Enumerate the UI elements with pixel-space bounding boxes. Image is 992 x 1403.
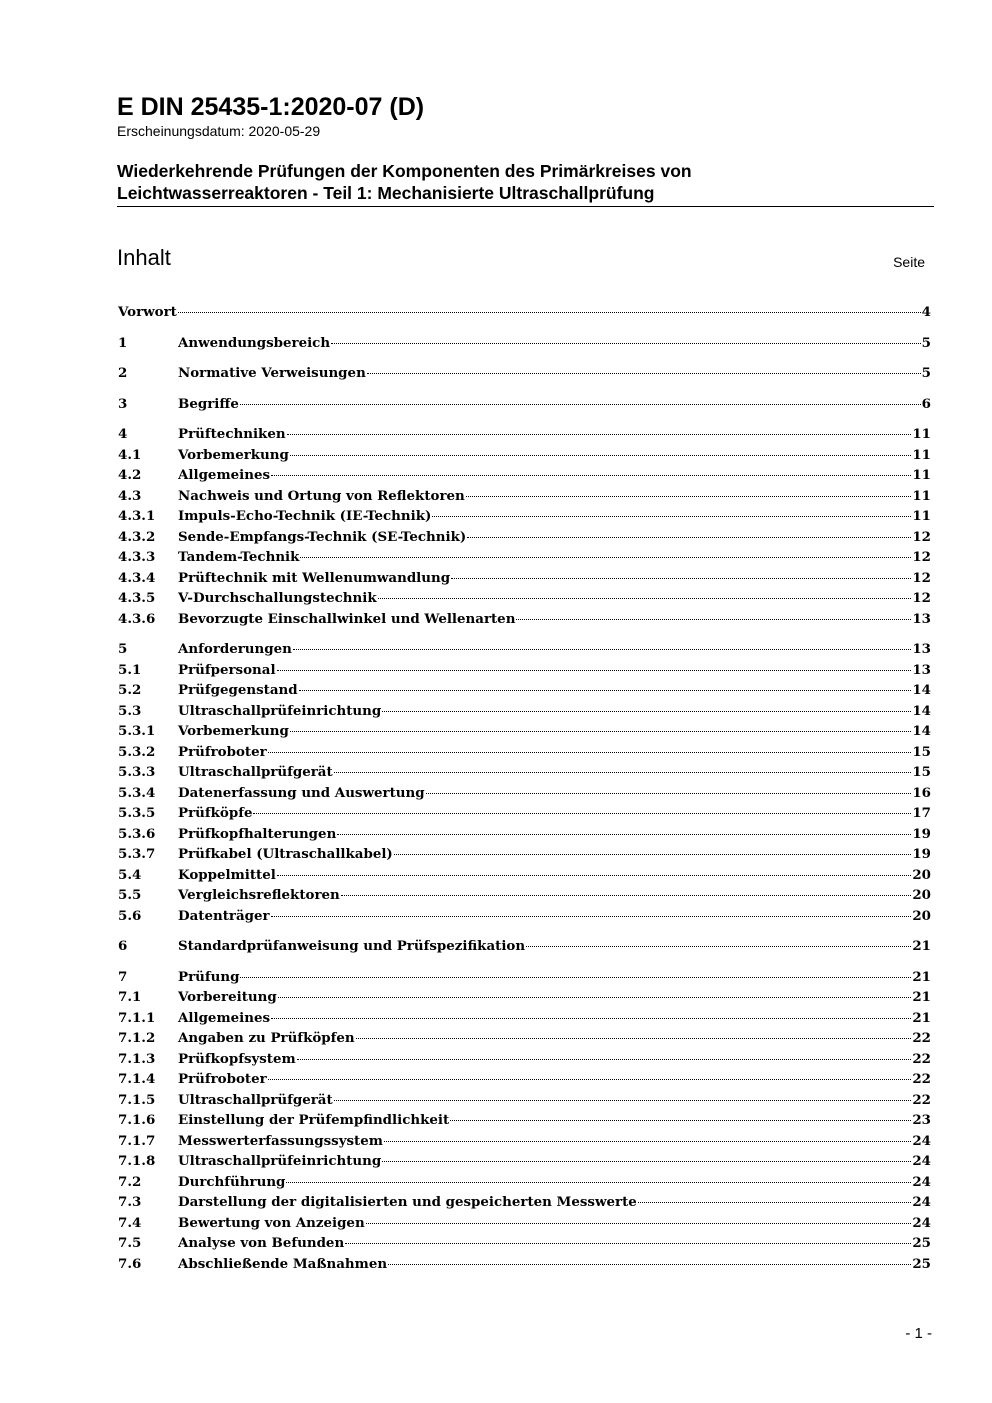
toc-entry-number: 5.5 <box>118 887 142 903</box>
toc-leader-dots <box>451 577 911 579</box>
toc-entry[interactable] <box>118 568 931 589</box>
toc-entry-page: 21 <box>912 938 931 954</box>
document-title-line-2: Leichtwasserreaktoren - Teil 1: Mechanisierte Ultraschallprüfung <box>117 183 655 203</box>
toc-leader-dots <box>290 730 911 732</box>
toc-entry[interactable] <box>118 885 931 906</box>
toc-entry-label: Prüfköpfe <box>178 805 253 821</box>
toc-entry-number: 1 <box>118 334 128 351</box>
toc-entry-page: 22 <box>912 1030 931 1046</box>
toc-entry-page: 15 <box>912 743 931 760</box>
toc-entry[interactable] <box>118 1090 931 1111</box>
toc-entry[interactable] <box>118 588 931 609</box>
toc-leader-dots <box>467 536 911 538</box>
toc-leader-dots <box>290 454 911 456</box>
toc-entry[interactable] <box>118 394 931 415</box>
toc-entry-page: 20 <box>912 866 931 883</box>
toc-leader-dots <box>378 597 912 599</box>
toc-entry-page: 6 <box>921 395 931 412</box>
toc-entry-number: 7.1.8 <box>118 1153 156 1169</box>
toc-entry-page: 24 <box>912 1173 931 1190</box>
toc-entry-label: Anwendungsbereich <box>178 334 331 351</box>
toc-leader-dots <box>382 710 911 712</box>
toc-entry-page: 12 <box>912 549 931 565</box>
toc-entry-number: 4.3.4 <box>118 569 156 586</box>
toc-entry[interactable] <box>118 1151 931 1172</box>
toc-entry-label: V-Durchschallungstechnik <box>178 590 377 606</box>
toc-entry-label: Prüfung <box>178 968 240 985</box>
toc-entry-label: Standardprüfanweisung und Prüfspezifikation <box>178 938 526 954</box>
toc-entry-page: 5 <box>921 334 931 351</box>
toc-entry-label: Vorbemerkung <box>178 446 289 463</box>
toc-entry[interactable] <box>118 1069 931 1090</box>
toc-leader-dots <box>297 1058 912 1060</box>
toc-leader-dots <box>271 474 911 476</box>
toc-entry-label: Nachweis und Ortung von Reflektoren <box>178 487 465 504</box>
toc-entry-number: 4.3 <box>118 487 142 504</box>
toc-leader-dots <box>382 1160 911 1162</box>
toc-entry-number: 5.3.6 <box>118 825 156 842</box>
toc-entry-page: 11 <box>912 446 931 463</box>
toc-entry-number: 7.3 <box>118 1194 142 1210</box>
toc-leader-dots <box>638 1201 912 1203</box>
toc-entry-page: 14 <box>912 682 931 698</box>
toc-entry-number: 7.5 <box>118 1235 142 1251</box>
toc-entry-number: 7.2 <box>118 1173 142 1190</box>
toc-entry[interactable] <box>118 1008 931 1029</box>
toc-entry-page: 20 <box>912 907 931 924</box>
toc-entry-page: 11 <box>912 467 931 483</box>
toc-entry-page: 11 <box>912 426 931 442</box>
toc-entry-label: Bewertung von Anzeigen <box>178 1214 365 1231</box>
toc-entry-page: 21 <box>912 1009 931 1026</box>
toc-entry-label: Prüfroboter <box>178 1071 267 1087</box>
toc-entry-number: 5.3.5 <box>118 805 156 821</box>
toc-entry[interactable] <box>118 1192 931 1213</box>
toc-leader-dots <box>300 556 911 558</box>
toc-leader-dots <box>268 1078 912 1080</box>
toc-entry-page: 19 <box>912 825 931 842</box>
toc-entry[interactable] <box>118 1213 931 1234</box>
toc-entry[interactable] <box>118 783 931 804</box>
toc-entry-number: 4.3.5 <box>118 590 156 606</box>
toc-entry-number: 5.6 <box>118 907 142 924</box>
toc-entry-label: Allgemeines <box>178 467 271 483</box>
toc-leader-dots <box>271 1017 911 1019</box>
toc-entry[interactable] <box>118 936 931 957</box>
toc-leader-dots <box>450 1119 911 1121</box>
toc-entry-label: Normative Verweisungen <box>178 365 366 381</box>
toc-leader-dots <box>253 812 911 814</box>
toc-entry[interactable] <box>118 1049 931 1070</box>
toc-entry[interactable] <box>118 701 931 722</box>
title-divider <box>117 206 934 207</box>
toc-entry[interactable] <box>118 967 931 988</box>
toc-leader-dots <box>388 1263 911 1265</box>
toc-leader-dots <box>240 976 911 978</box>
toc-entry-number: 5.2 <box>118 682 142 698</box>
toc-entry-label: Tandem-Technik <box>178 549 300 565</box>
toc-leader-dots <box>466 495 912 497</box>
toc-entry-page: 22 <box>912 1050 931 1067</box>
toc-entry-label: Vorwort <box>118 304 177 320</box>
toc-entry-number: 7.1.7 <box>118 1132 156 1149</box>
toc-entry-number: 6 <box>118 938 128 954</box>
toc-entry[interactable] <box>118 333 931 354</box>
toc-heading: Inhalt <box>117 245 171 270</box>
toc-entry[interactable] <box>118 1028 931 1049</box>
toc-entry-page: 22 <box>912 1091 931 1108</box>
toc-entry-page: 23 <box>912 1112 931 1128</box>
toc-leader-dots <box>299 689 912 691</box>
toc-entry-number: 5.3 <box>118 702 142 719</box>
toc-entry-label: Angaben zu Prüfköpfen <box>178 1030 355 1046</box>
toc-entry-page: 15 <box>912 764 931 780</box>
toc-entry[interactable] <box>118 486 931 507</box>
toc-entry-number: 4.3.1 <box>118 508 156 524</box>
toc-entry-label: Prüfgegenstand <box>178 682 298 698</box>
toc-entry[interactable] <box>118 639 931 660</box>
toc-entry-number: 7.1.6 <box>118 1112 156 1128</box>
toc-entry-page: 20 <box>912 887 931 903</box>
toc-entry-page: 21 <box>912 989 931 1005</box>
toc-entry-page: 22 <box>912 1071 931 1087</box>
toc-entry-page: 24 <box>912 1214 931 1231</box>
toc-entry[interactable] <box>118 680 931 701</box>
toc-entry-number: 5 <box>118 641 128 657</box>
toc-leader-dots <box>426 792 912 794</box>
toc-entry[interactable] <box>118 1131 931 1152</box>
publication-date: Erscheinungsdatum: 2020-05-29 <box>117 123 321 139</box>
toc-entry-number: 7.1.2 <box>118 1030 156 1046</box>
toc-leader-dots <box>178 311 921 313</box>
toc-page-column-label: Seite <box>893 254 925 270</box>
document-id: E DIN 25435-1:2020-07 (D) <box>117 93 425 121</box>
toc-entry-page: 13 <box>912 661 931 678</box>
toc-entry-label: Einstellung der Prüfempfindlichkeit <box>178 1112 450 1128</box>
toc-entry[interactable] <box>118 1172 931 1193</box>
toc-entry-label: Vergleichsreflektoren <box>178 887 340 903</box>
toc-entry-number: 5.3.4 <box>118 784 156 801</box>
toc-leader-dots <box>278 996 912 998</box>
toc-leader-dots <box>345 1242 911 1244</box>
toc-entry-label: Bevorzugte Einschallwinkel und Wellenarten <box>178 610 516 627</box>
toc-leader-dots <box>526 945 911 947</box>
toc-entry-label: Prüfkopfsystem <box>178 1050 296 1067</box>
toc-entry-page: 12 <box>912 590 931 606</box>
toc-leader-dots <box>331 342 921 344</box>
toc-entry[interactable] <box>118 742 931 763</box>
toc-leader-dots <box>277 669 912 671</box>
toc-entry[interactable] <box>118 465 931 486</box>
toc-entry[interactable] <box>118 660 931 681</box>
toc-entry-label: Prüfkabel (Ultraschallkabel) <box>178 846 393 862</box>
toc-leader-dots <box>286 1181 911 1183</box>
page-number: - 1 - <box>905 1325 932 1342</box>
toc-leader-dots <box>240 403 921 405</box>
toc-leader-dots <box>366 1222 912 1224</box>
toc-entry[interactable] <box>118 987 931 1008</box>
toc-entry-label: Vorbemerkung <box>178 723 289 739</box>
toc-entry-page: 5 <box>921 365 931 381</box>
toc-entry-label: Impuls-Echo-Technik (IE-Technik) <box>178 508 432 524</box>
toc-entry-number: 7.1.4 <box>118 1071 156 1087</box>
toc-entry-label: Anforderungen <box>178 641 292 657</box>
toc-leader-dots <box>287 433 912 435</box>
toc-entry[interactable] <box>118 1110 931 1131</box>
toc-leader-dots <box>384 1140 911 1142</box>
toc-entry-number: 7.4 <box>118 1214 142 1231</box>
toc-leader-dots <box>334 1099 912 1101</box>
toc-entry-page: 24 <box>912 1194 931 1210</box>
document-title <box>117 160 932 204</box>
toc-leader-dots <box>337 833 911 835</box>
toc-entry-label: Ultraschallprüfgerät <box>178 764 333 780</box>
toc-entry[interactable] <box>118 824 931 845</box>
toc-entry-label: Begriffe <box>178 395 239 412</box>
toc-entry-page: 25 <box>912 1235 931 1251</box>
toc-entry-number: 5.4 <box>118 866 142 883</box>
toc-entry-label: Prüfkopfhalterungen <box>178 825 337 842</box>
toc-entry[interactable] <box>118 609 931 630</box>
toc-entry-page: 12 <box>912 528 931 545</box>
toc-entry-label: Darstellung der digitalisierten und gespeicherten Messwerte <box>178 1194 637 1210</box>
toc-entry-page: 11 <box>912 508 931 524</box>
toc-entry-label: Koppelmittel <box>178 866 276 883</box>
toc-entry-number: 7.1.5 <box>118 1091 156 1108</box>
toc-leader-dots <box>367 372 921 374</box>
toc-entry-label: Datenträger <box>178 907 270 924</box>
toc-entry[interactable] <box>118 803 931 824</box>
toc-entry-number: 2 <box>118 365 128 381</box>
toc-entry-page: 25 <box>912 1255 931 1272</box>
toc-entry-number: 4.3.6 <box>118 610 156 627</box>
toc-entry-number: 5.3.2 <box>118 743 156 760</box>
toc-leader-dots <box>432 515 911 517</box>
toc-entry-label: Prüftechnik mit Wellenumwandlung <box>178 569 451 586</box>
toc-leader-dots <box>356 1037 912 1039</box>
toc-entry-page: 21 <box>912 968 931 985</box>
toc-entry-label: Messwerterfassungssystem <box>178 1132 383 1149</box>
toc-entry-label: Prüftechniken <box>178 426 286 442</box>
toc-entry-page: 4 <box>921 304 931 320</box>
table-of-contents <box>118 302 931 1274</box>
toc-entry-number: 4.3.3 <box>118 549 156 565</box>
toc-entry-label: Vorbereitung <box>178 989 277 1005</box>
toc-entry[interactable] <box>118 302 931 323</box>
toc-entry-number: 7.6 <box>118 1255 142 1272</box>
toc-entry-label: Abschließende Maßnahmen <box>178 1255 388 1272</box>
toc-leader-dots <box>277 874 912 876</box>
toc-entry-label: Ultraschallprüfeinrichtung <box>178 1153 382 1169</box>
toc-entry-page: 12 <box>912 569 931 586</box>
toc-entry[interactable] <box>118 762 931 783</box>
document-title-line-1: Wiederkehrende Prüfungen der Komponenten des Primärkreises von <box>117 161 692 181</box>
toc-entry[interactable] <box>118 1233 931 1254</box>
toc-entry-number: 7.1.1 <box>118 1009 156 1026</box>
toc-leader-dots <box>293 648 911 650</box>
toc-entry[interactable] <box>118 1254 931 1275</box>
toc-leader-dots <box>516 618 911 620</box>
toc-entry-number: 5.3.3 <box>118 764 156 780</box>
toc-entry-number: 5.3.7 <box>118 846 156 862</box>
toc-entry-page: 11 <box>912 487 931 504</box>
toc-entry-label: Durchführung <box>178 1173 286 1190</box>
toc-entry[interactable] <box>118 865 931 886</box>
toc-leader-dots <box>268 751 912 753</box>
toc-entry-label: Prüfpersonal <box>178 661 276 678</box>
toc-entry-number: 4.2 <box>118 467 142 483</box>
toc-entry-page: 13 <box>912 610 931 627</box>
toc-entry-number: 7 <box>118 968 128 985</box>
toc-entry-number: 5.3.1 <box>118 723 156 739</box>
toc-entry-label: Analyse von Befunden <box>178 1235 345 1251</box>
toc-entry[interactable] <box>118 844 931 865</box>
toc-entry[interactable] <box>118 424 931 445</box>
toc-leader-dots <box>394 853 912 855</box>
toc-entry-number: 7.1 <box>118 989 142 1005</box>
toc-entry-label: Allgemeines <box>178 1009 271 1026</box>
toc-entry-label: Prüfroboter <box>178 743 267 760</box>
toc-entry-page: 24 <box>912 1153 931 1169</box>
toc-entry[interactable] <box>118 906 931 927</box>
toc-entry-number: 3 <box>118 395 128 412</box>
toc-entry-number: 7.1.3 <box>118 1050 156 1067</box>
toc-entry[interactable] <box>118 445 931 466</box>
toc-leader-dots <box>341 894 912 896</box>
toc-entry-label: Datenerfassung und Auswertung <box>178 784 425 801</box>
toc-entry-label: Ultraschallprüfgerät <box>178 1091 333 1108</box>
toc-entry-page: 16 <box>912 784 931 801</box>
toc-leader-dots <box>271 915 912 917</box>
toc-entry-page: 13 <box>912 641 931 657</box>
toc-entry-number: 4 <box>118 426 128 442</box>
toc-entry-label: Sende-Empfangs-Technik (SE-Technik) <box>178 528 467 545</box>
toc-entry-page: 24 <box>912 1132 931 1149</box>
toc-entry-number: 5.1 <box>118 661 142 678</box>
toc-entry[interactable] <box>118 527 931 548</box>
toc-entry-page: 14 <box>912 702 931 719</box>
toc-entry-page: 19 <box>912 846 931 862</box>
toc-entry-page: 14 <box>912 723 931 739</box>
toc-entry[interactable] <box>118 547 931 568</box>
toc-entry-page: 17 <box>912 805 931 821</box>
toc-entry-label: Ultraschallprüfeinrichtung <box>178 702 382 719</box>
toc-entry-number: 4.3.2 <box>118 528 156 545</box>
toc-entry[interactable] <box>118 506 931 527</box>
toc-entry[interactable] <box>118 363 931 384</box>
toc-entry[interactable] <box>118 721 931 742</box>
toc-entry-number: 4.1 <box>118 446 142 463</box>
toc-leader-dots <box>334 771 912 773</box>
